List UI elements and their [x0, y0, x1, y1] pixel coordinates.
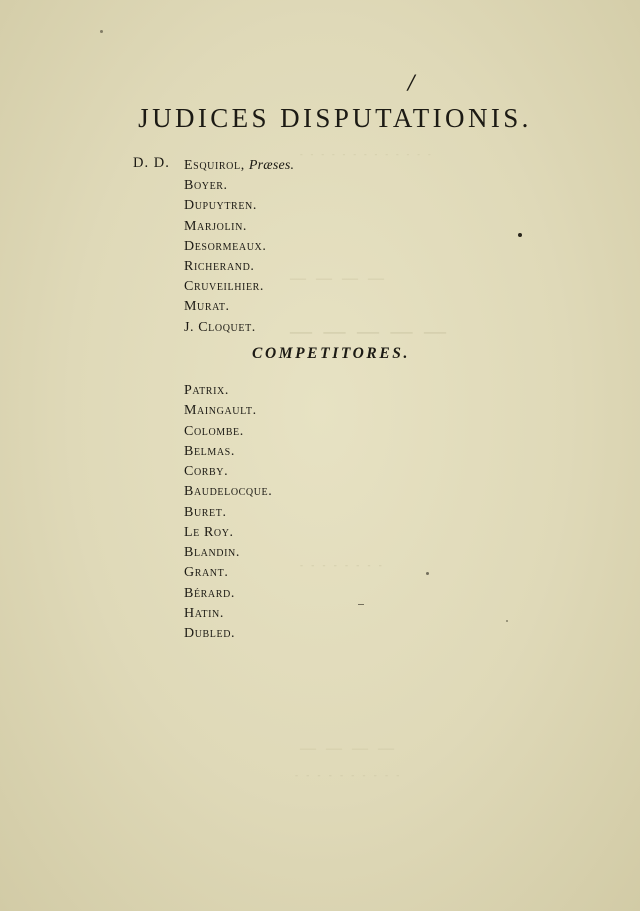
judges-prefix: D. D.	[133, 155, 170, 171]
competitores-heading: COMPETITORES.	[252, 345, 410, 362]
judges-list	[184, 156, 294, 338]
bleed-through-texture: - - - - - - - - - - - - - — — — — — — — — — - - - - - - - - — — — — - - - - - - - - - -	[290, 150, 449, 780]
judge-entry: Richerand.	[184, 258, 255, 274]
judge-entry: Boyer.	[184, 178, 228, 194]
ink-speck	[426, 572, 429, 575]
judge-entry: Marjolin.	[184, 218, 248, 234]
competitor-entry: Grant.	[184, 565, 229, 581]
judge-name: Esquirol	[184, 158, 241, 173]
ink-speck	[358, 604, 364, 605]
competitor-entry: Patrix.	[184, 383, 229, 398]
page-mark: /	[408, 70, 415, 94]
competitor-entry: Hatin.	[184, 605, 224, 621]
judge-entry: Murat.	[184, 299, 230, 315]
competitores-list	[184, 381, 272, 644]
judge-entry: Cruveilhier.	[184, 279, 265, 295]
competitor-entry: Bérard.	[184, 585, 235, 601]
competitor-entry: Dubled.	[184, 626, 236, 641]
judge-separator: ,	[240, 158, 249, 173]
competitor-entry: Le Roy.	[184, 524, 234, 540]
competitor-entry: Maingault.	[184, 403, 257, 419]
ink-speck	[100, 30, 103, 33]
ink-speck	[518, 233, 522, 237]
judge-entry: Dupuytren.	[184, 198, 257, 214]
competitor-entry: Buret.	[184, 504, 227, 520]
judge-entry	[184, 156, 294, 176]
judge-role: Præses.	[248, 158, 295, 173]
competitor-entry: Belmas.	[184, 443, 235, 459]
competitor-entry: Baudelocque.	[184, 484, 273, 500]
judge-entry: Desormeaux.	[184, 238, 267, 254]
page-title: JUDICES DISPUTATIONIS.	[138, 103, 532, 133]
judge-entry: J. Cloquet.	[184, 319, 256, 335]
competitor-entry: Colombe.	[184, 423, 244, 439]
competitor-entry: Corby.	[184, 464, 229, 479]
competitor-entry: Blandin.	[184, 545, 240, 560]
ink-speck	[506, 620, 508, 622]
